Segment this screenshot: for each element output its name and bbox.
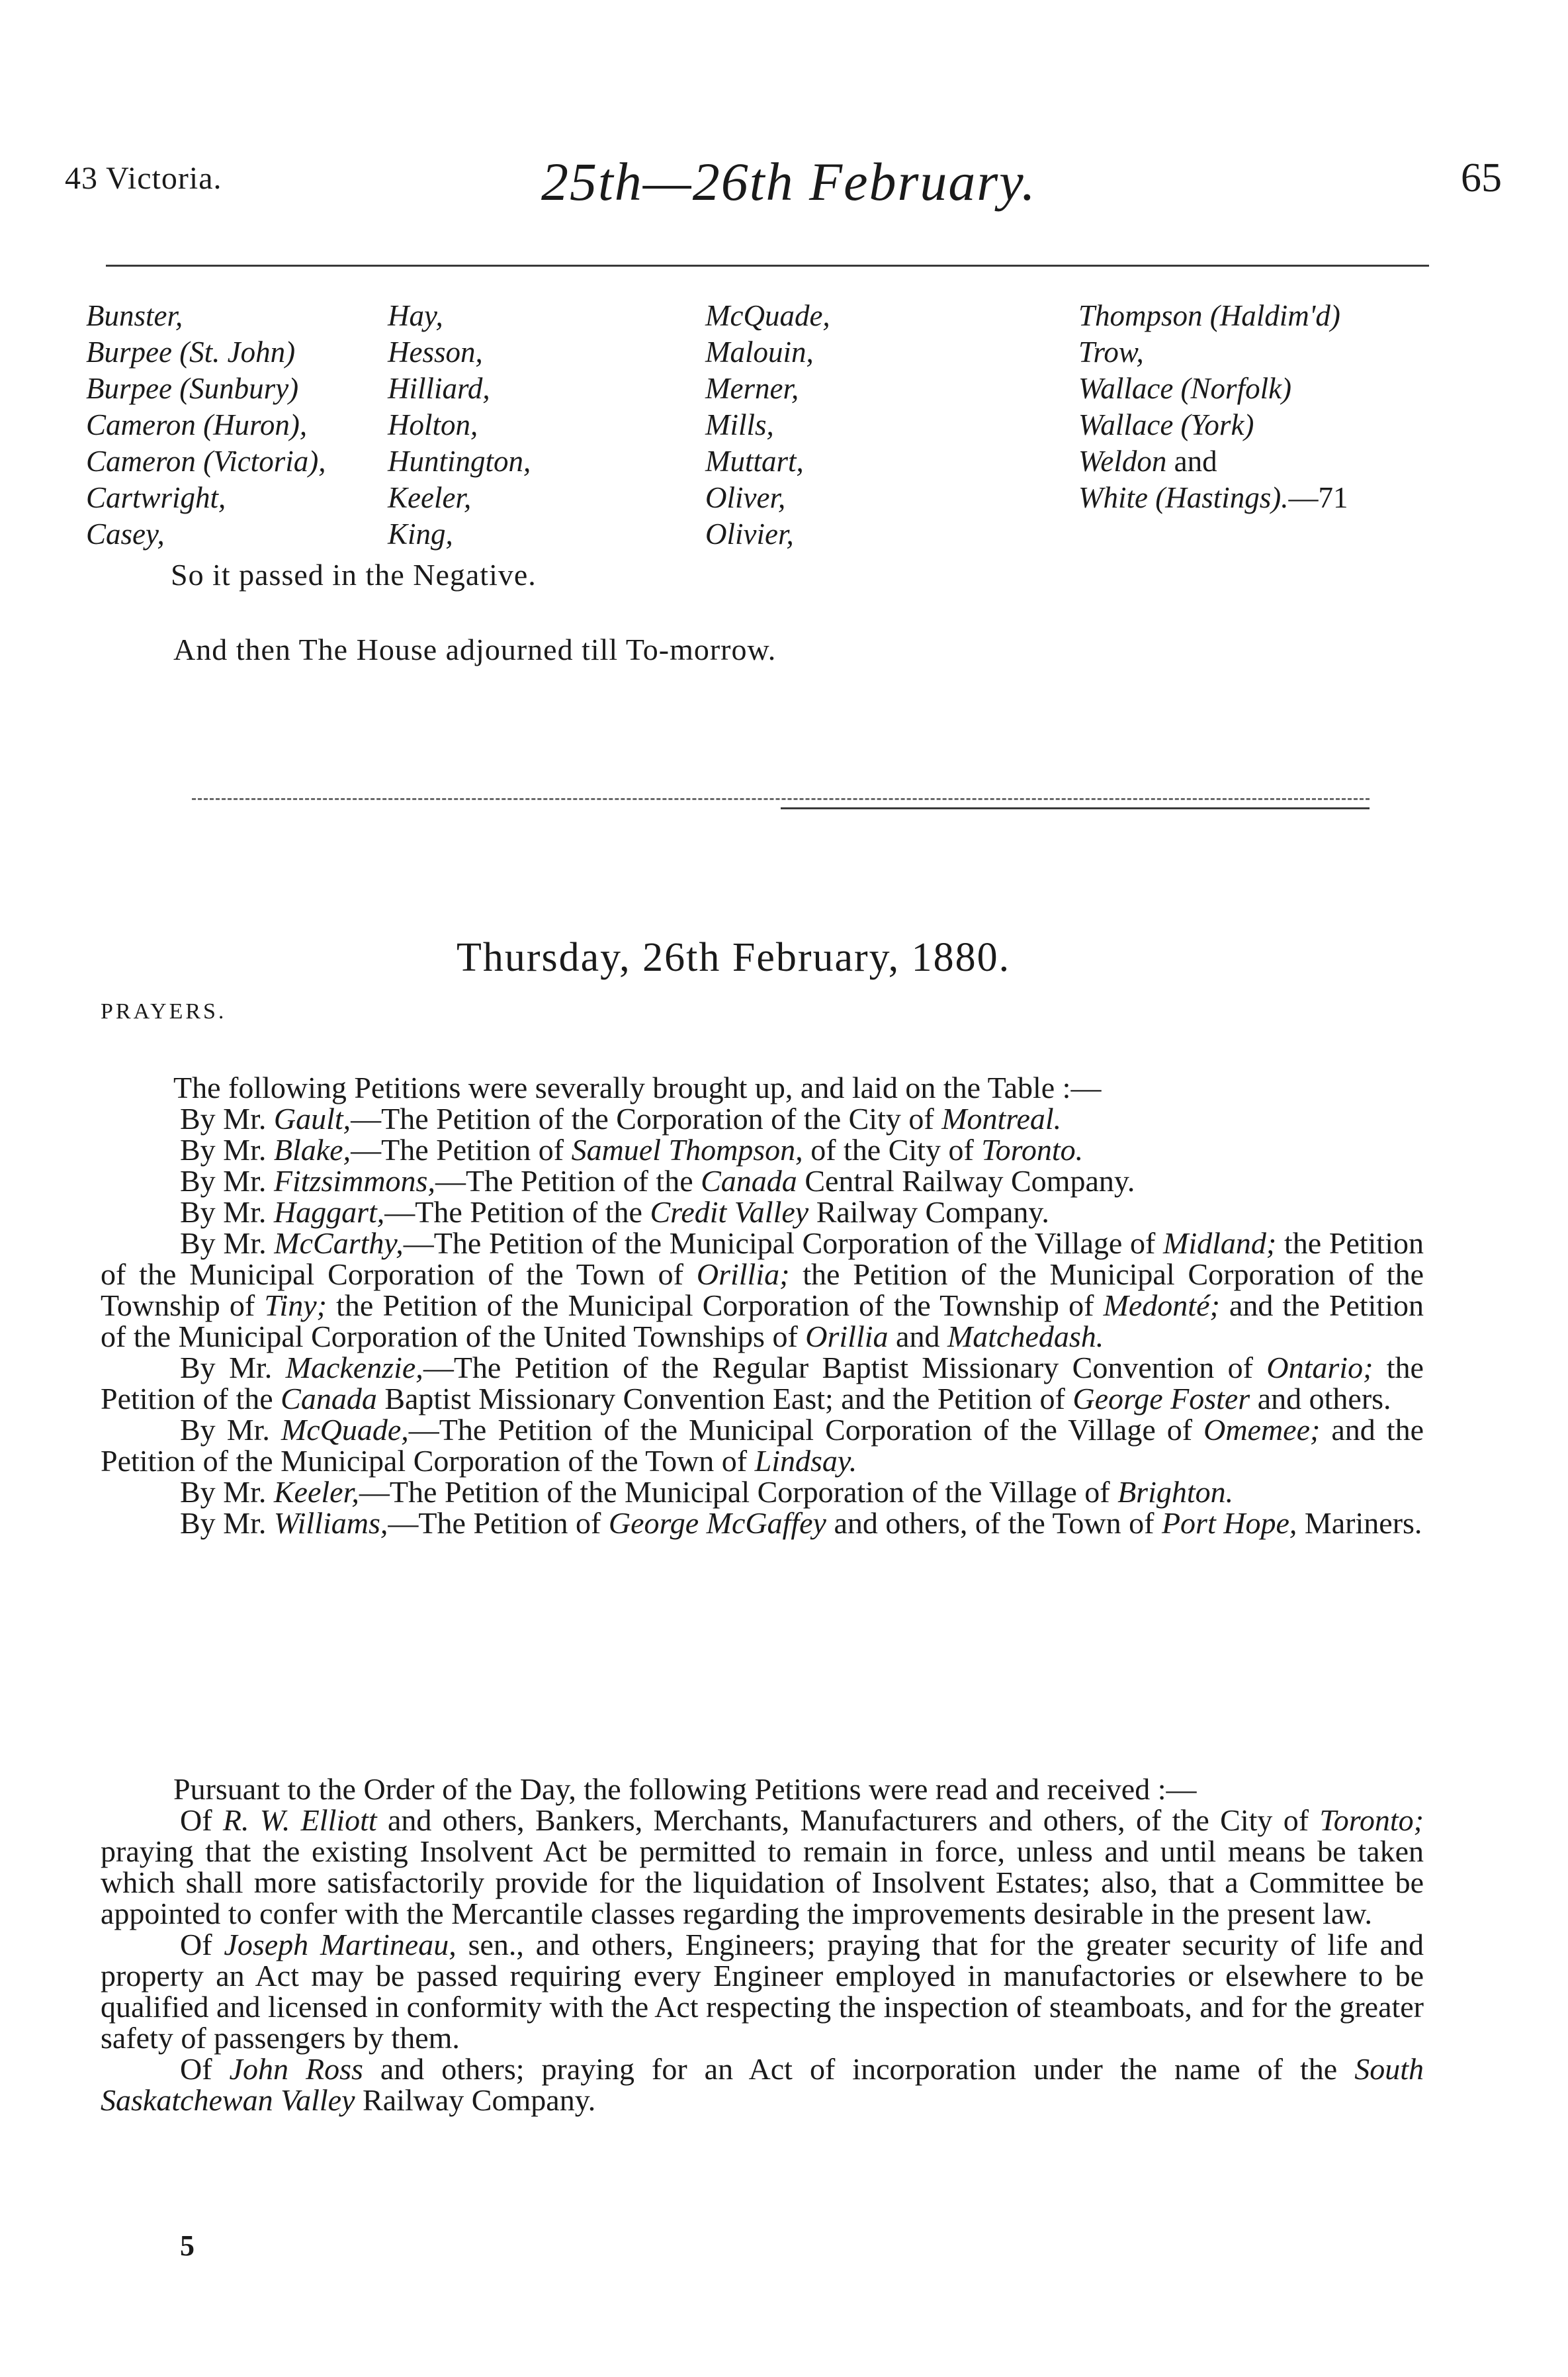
- adjournment-line: And then The House adjourned till To-morrow.: [173, 633, 777, 666]
- place-name: Ontario;: [1266, 1351, 1373, 1384]
- entry-text: Railway Company.: [808, 1195, 1049, 1229]
- petitions-presented-section: [101, 1072, 1424, 1539]
- place-name: Tiny;: [264, 1288, 327, 1322]
- division-result: So it passed in the Negative.: [171, 558, 537, 592]
- page-number: 65: [1461, 156, 1502, 201]
- member-name: Hay,: [388, 299, 443, 332]
- member-name: Bunster,: [86, 299, 183, 332]
- place-name: Port Hope,: [1161, 1506, 1297, 1540]
- division-column-2: [388, 298, 531, 553]
- entry-text: and others; praying for an Act of incorporation under the name of the: [363, 2052, 1355, 2086]
- entry-text: the Petition of the Municipal Corporation of the Township of: [101, 1257, 1424, 1322]
- member-name: Hesson,: [388, 336, 483, 369]
- petitioner-name: John Ross: [229, 2052, 363, 2086]
- entry-text: By Mr.: [180, 1226, 275, 1260]
- member-name: Mills,: [705, 408, 774, 441]
- member-name: Oliver,: [705, 481, 786, 514]
- entry-text: By Mr.: [180, 1351, 286, 1384]
- section-divider-thin: [781, 807, 1370, 809]
- entry-text: —The Petition of the Municipal Corporation of the Village of: [359, 1475, 1118, 1509]
- entry-text: By Mr.: [180, 1133, 274, 1167]
- division-total: —71: [1288, 481, 1348, 514]
- member-name: Muttart,: [705, 445, 804, 478]
- member-name: Fitzsimmons,: [273, 1164, 435, 1198]
- member-name: McCarthy,: [274, 1226, 404, 1260]
- member-name: Haggart,: [273, 1195, 385, 1229]
- member-name: Thompson (Haldim'd): [1078, 299, 1340, 332]
- member-name: Gault,: [273, 1102, 351, 1136]
- member-name: Burpee (Sunbury): [86, 372, 299, 405]
- sitting-date-heading: Thursday, 26th February, 1880.: [457, 935, 1011, 980]
- member-name: Keeler,: [273, 1475, 359, 1509]
- member-name: McQuade,: [705, 299, 830, 332]
- member-name: Cartwright,: [86, 481, 226, 514]
- place-name: Canada: [701, 1164, 797, 1198]
- entry-text: By Mr.: [180, 1413, 281, 1447]
- member-name: Williams,: [273, 1506, 388, 1540]
- entry-text: of the City of: [803, 1133, 982, 1167]
- member-name: Wallace (York): [1078, 408, 1254, 441]
- petition-entry: [101, 1165, 1424, 1196]
- member-name-row: [1078, 443, 1348, 480]
- entry-text: and the Petition of the Municipal Corporation of the United Townships of: [101, 1288, 1424, 1353]
- petition-received-entry: [101, 1805, 1424, 1929]
- entry-text: By Mr.: [180, 1475, 274, 1509]
- petition-entry: [101, 1134, 1424, 1165]
- petitioner-name: George McGaffey: [608, 1506, 826, 1540]
- division-list: [86, 298, 1508, 562]
- entry-text: Railway Company.: [355, 2083, 596, 2117]
- division-column-4: [1078, 298, 1348, 516]
- petitioner-name: Samuel Thompson,: [571, 1133, 803, 1167]
- entry-text: By Mr.: [180, 1506, 274, 1540]
- entry-text: Baptist Missionary Convention East; and the Petition of: [376, 1382, 1073, 1415]
- header-rule: [106, 265, 1429, 267]
- entry-text: and: [888, 1320, 947, 1353]
- entry-text: By Mr.: [180, 1195, 274, 1229]
- order-of-day-intro: Pursuant to the Order of the Day, the following Petitions were read and received :—: [173, 1772, 1197, 1806]
- member-name: Keeler,: [388, 481, 472, 514]
- prayers-marginal-note: PRAYERS.: [101, 999, 227, 1024]
- petition-entry: [101, 1103, 1424, 1134]
- member-name: Olivier,: [705, 517, 794, 551]
- member-name: Blake,: [273, 1133, 351, 1167]
- place-name: Toronto.: [981, 1133, 1084, 1167]
- place-name: Montreal.: [941, 1102, 1062, 1136]
- entry-text: —The Petition of: [388, 1506, 609, 1540]
- header-regnal-year: 43 Victoria.: [65, 161, 222, 196]
- petition-received-entry: [101, 2053, 1424, 2116]
- division-column-3: [705, 298, 830, 553]
- place-name: Canada: [281, 1382, 377, 1415]
- petition-received-entry: [101, 1929, 1424, 2053]
- entry-text: Mariners.: [1297, 1506, 1422, 1540]
- entry-text: By Mr.: [180, 1164, 274, 1198]
- place-name: Lindsay.: [754, 1444, 857, 1478]
- member-name: Malouin,: [705, 336, 814, 369]
- member-name: Holton,: [388, 408, 478, 441]
- entry-text: —The Petition of the: [384, 1195, 650, 1229]
- place-name: Midland;: [1163, 1226, 1277, 1260]
- member-name: Mackenzie,: [285, 1351, 423, 1384]
- signature-mark: 5: [180, 2229, 195, 2262]
- petition-entry: [101, 1507, 1424, 1539]
- place-name: Medonté;: [1103, 1288, 1220, 1322]
- entry-text: Of: [180, 1928, 224, 1961]
- division-column-1: [86, 298, 326, 553]
- petitions-intro: The following Petitions were severally brought up, and laid on the Table :—: [173, 1071, 1102, 1104]
- entry-text: and others.: [1250, 1382, 1391, 1415]
- section-divider: [192, 798, 1370, 800]
- petitioner-name: George Foster: [1072, 1382, 1250, 1415]
- member-name: Weldon: [1078, 445, 1167, 478]
- petition-entry: [101, 1352, 1424, 1414]
- member-name: King,: [388, 517, 453, 551]
- place-name: Matchedash.: [947, 1320, 1104, 1353]
- entry-text: Of: [180, 2052, 230, 2086]
- entry-text: Of: [180, 1803, 223, 1837]
- place-name: Credit Valley: [650, 1195, 809, 1229]
- entry-text: —The Petition of the Corporation of the City of: [351, 1102, 942, 1136]
- entry-text: the Petition of the Municipal Corporation of the Town of: [101, 1226, 1424, 1291]
- entry-text: the Petition of the Municipal Corporation of the Township of: [326, 1288, 1104, 1322]
- member-name: Casey,: [86, 517, 165, 551]
- place-name: South Saskatchewan Valley: [101, 2052, 1424, 2117]
- member-name: White (Hastings).: [1078, 481, 1289, 514]
- petition-entry: [101, 1414, 1424, 1476]
- entry-text: —The Petition of: [351, 1133, 572, 1167]
- petitioner-name: Joseph Martineau,: [224, 1928, 457, 1961]
- petitions-received-section: [101, 1773, 1424, 2116]
- header-date-range: 25th—26th February.: [541, 152, 1037, 212]
- entry-text: the Petition of the: [101, 1351, 1424, 1415]
- member-name: Merner,: [705, 372, 799, 405]
- entry-text: —The Petition of the Municipal Corporation of the Village of: [403, 1226, 1164, 1260]
- entry-text: and others, Bankers, Merchants, Manufacturers and others, of the City of: [376, 1803, 1320, 1837]
- member-name-row: [1078, 480, 1348, 516]
- member-name: Wallace (Norfolk): [1078, 372, 1292, 405]
- place-name: Brighton.: [1117, 1475, 1234, 1509]
- member-name: Trow,: [1078, 336, 1144, 369]
- member-name: Cameron (Victoria),: [86, 445, 326, 478]
- member-name: Hilliard,: [388, 372, 490, 405]
- entry-text: —The Petition of the: [435, 1164, 701, 1198]
- petition-entry: [101, 1228, 1424, 1352]
- place-name: Orillia;: [696, 1257, 790, 1291]
- entry-text: and others, of the Town of: [826, 1506, 1162, 1540]
- member-name: Cameron (Huron),: [86, 408, 308, 441]
- entry-text: sen., and others, Engineers; praying that for the greater security of life and property an Act may be passed requiring every Engineer employed in manufactories or elsewhere to be qualified and licensed in conformity with the Act respecting the inspection of steamboats, and for the greater safety of passengers by them.: [101, 1928, 1424, 2055]
- entry-text: praying that the existing Insolvent Act be permitted to remain in force, unless and until means be taken which shall more satisfactorily provide for the liquidation of Insolvent Estates; also, that a Committee be appointed to confer with the Mercantile classes regarding the improvements desirable in the present law.: [101, 1834, 1424, 1930]
- entry-text: By Mr.: [180, 1102, 274, 1136]
- conjunction: and: [1174, 445, 1217, 478]
- petition-entry: [101, 1196, 1424, 1228]
- place-name: Orillia: [805, 1320, 889, 1353]
- petitioner-name: R. W. Elliott: [222, 1803, 377, 1837]
- place-name: Omemee;: [1203, 1413, 1321, 1447]
- running-head: [65, 151, 1502, 210]
- entry-text: —The Petition of the Municipal Corporation of the Village of: [408, 1413, 1204, 1447]
- entry-text: —The Petition of the Regular Baptist Missionary Convention of: [423, 1351, 1267, 1384]
- member-name: Huntington,: [388, 445, 531, 478]
- entry-text: and the Petition of the Municipal Corporation of the Town of: [101, 1413, 1424, 1478]
- place-name: Toronto;: [1319, 1803, 1424, 1837]
- entry-text: Central Railway Company.: [797, 1164, 1135, 1198]
- member-name: McQuade,: [281, 1413, 409, 1447]
- petition-entry: [101, 1476, 1424, 1507]
- member-name: Burpee (St. John): [86, 336, 296, 369]
